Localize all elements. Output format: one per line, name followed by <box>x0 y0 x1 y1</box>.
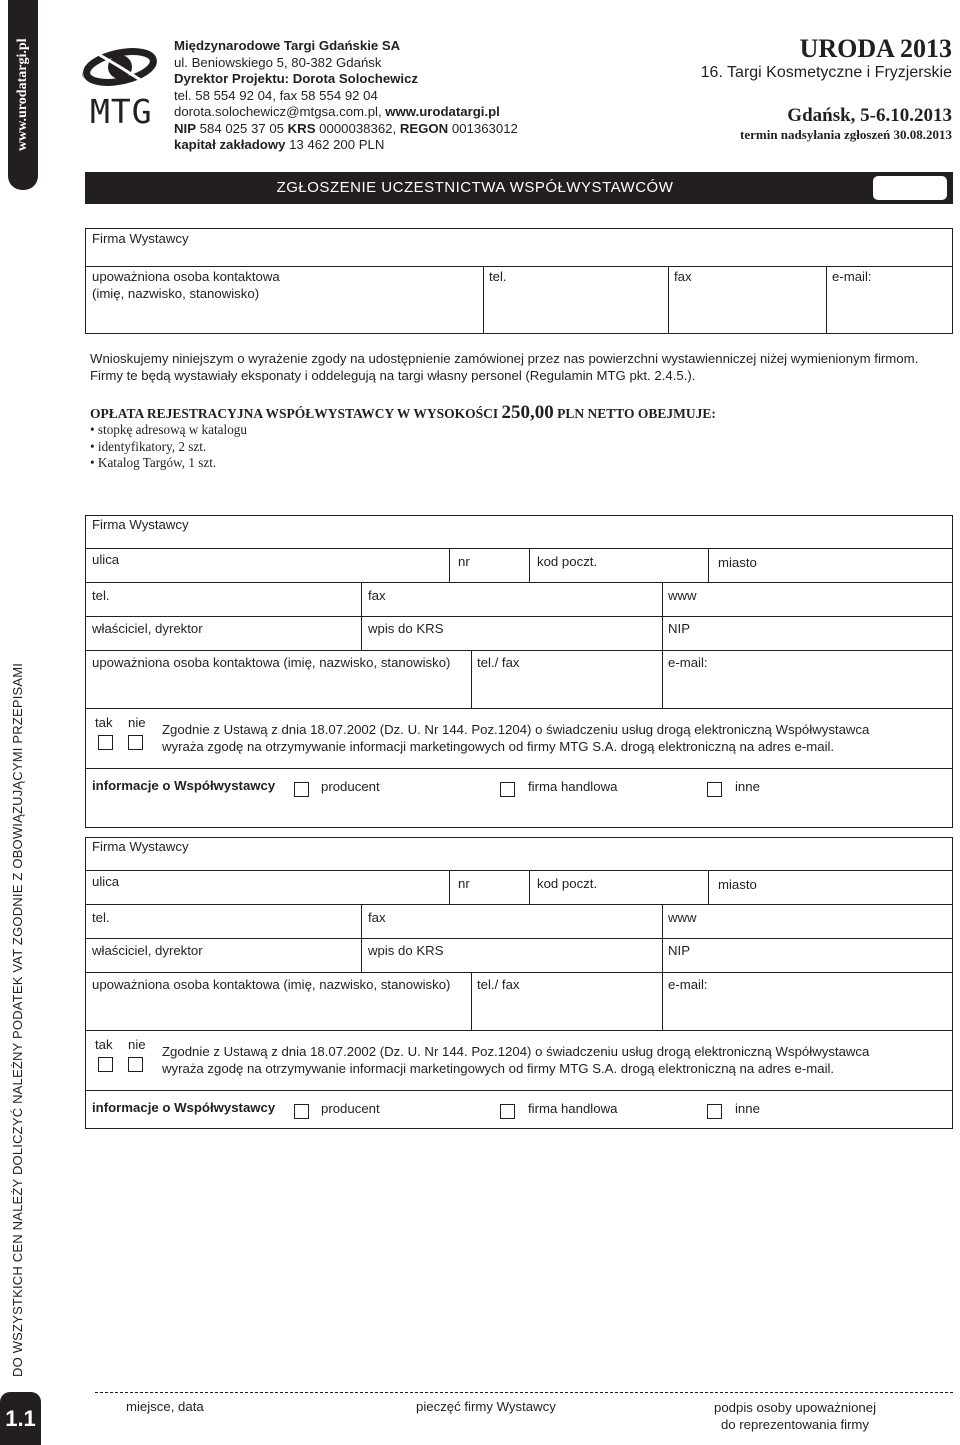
co2-producer-label: producent <box>321 1101 380 1116</box>
exhibitor-tel-field[interactable]: tel. <box>489 269 507 284</box>
co2-fax-field[interactable]: fax <box>368 910 386 925</box>
co1-no-label: nie <box>128 715 146 730</box>
co2-no-label: nie <box>128 1037 146 1052</box>
co2-consent-line-1: Zgodnie z Ustawą z dnia 18.07.2002 (Dz. U. Nr 144. Poz.1204) o świadczeniu usług drogą elektroniczną Współwystawca <box>162 1044 870 1059</box>
mtg-logo <box>80 36 160 136</box>
co1-nip-field[interactable]: NIP <box>668 621 690 636</box>
co1-postal-field[interactable]: kod poczt. <box>537 554 598 569</box>
event-subtitle: 16. Targi Kosmetyczne i Fryzjerskie <box>700 64 952 81</box>
exhibitor-contact-label: upoważniona osoba kontaktowa <box>92 269 280 284</box>
co1-email-field[interactable]: e-mail: <box>668 655 708 670</box>
co2-trade-label: firma handlowa <box>528 1101 618 1116</box>
form-number-field[interactable] <box>873 176 947 200</box>
company-phone: tel. 58 554 92 04, fax 58 554 92 04 <box>174 87 378 103</box>
co2-consent-yes-checkbox[interactable] <box>98 1057 113 1072</box>
co2-yes-label: tak <box>95 1037 113 1052</box>
co1-consent-no-checkbox[interactable] <box>128 735 143 750</box>
co2-other-checkbox[interactable] <box>707 1104 722 1119</box>
co2-tel-field[interactable]: tel. <box>92 910 110 925</box>
fee-suffix: PLN NETTO OBEJMUJE: <box>557 406 716 421</box>
krs-label: KRS <box>287 120 316 136</box>
fee-item: • identyfikatory, 2 szt. <box>90 438 207 454</box>
co2-krs-field[interactable]: wpis do KRS <box>368 943 444 958</box>
fee-prefix: OPŁATA REJESTRACYJNA WSPÓŁWYSTAWCY W WYSOKOŚCI <box>90 406 499 421</box>
co1-trade-label: firma handlowa <box>528 779 618 794</box>
co1-street-field[interactable]: ulica <box>92 552 120 567</box>
fee-item: • Katalog Targów, 1 szt. <box>90 455 217 470</box>
co2-consent-no-checkbox[interactable] <box>128 1057 143 1072</box>
regon-label: REGON <box>399 120 449 136</box>
co1-producer-label: producent <box>321 779 380 794</box>
fee-item-text: identyfikatory, 2 szt. <box>97 438 207 454</box>
co2-city-field[interactable]: miasto <box>718 877 757 892</box>
company-name: Międzynarodowe Targi Gdańskie SA <box>174 38 401 53</box>
co1-info-label: informacje o Współwystawcy <box>92 778 276 793</box>
co1-producer-checkbox[interactable] <box>294 782 309 797</box>
event-name: URODA 2013 <box>799 34 952 63</box>
sidebar-website-tab <box>8 0 38 190</box>
regon-value: 001363012 <box>448 120 518 136</box>
co2-producer-checkbox[interactable] <box>294 1104 309 1119</box>
exhibitor-contact-field[interactable] <box>92 269 280 302</box>
request-line-2: Firmy te będą wystawiały eksponaty i oddelegują na targi własny personel (Regulamin MTG pkt. 2.4.5.). <box>90 368 696 383</box>
fee-heading <box>90 402 716 424</box>
co1-trade-checkbox[interactable] <box>500 782 515 797</box>
company-email: dorota.solochewicz@mtgsa.com.pl, <box>174 104 386 119</box>
co1-contact-field[interactable]: upoważniona osoba kontaktowa (imię, nazwisko, stanowisko) <box>92 655 451 670</box>
registered-mark: ® <box>82 70 89 80</box>
co2-www-field[interactable]: www <box>668 910 697 925</box>
vat-note: DO WSZYSTKICH CEN NALEŻY DOLICZYĆ NALEŻNY PODATEK VAT ZGODNIE Z OBOWIĄZUJĄCYMI PRZEPISAMI <box>10 662 25 1378</box>
form-title-bar <box>85 172 953 204</box>
co2-firm-field[interactable]: Firma Wystawcy <box>92 839 189 854</box>
co1-other-label: inne <box>735 779 760 794</box>
mtg-logo-icon <box>80 36 160 98</box>
co1-consent-text <box>162 721 869 755</box>
signature-label-line-1: podpis osoby upoważnionej <box>713 1400 877 1415</box>
event-info <box>701 35 952 143</box>
co1-consent-line-2: wyraża zgodę na otrzymywanie informacji marketingowych od firmy MTG S.A. drogą elektroniczną na adres e-mail. <box>162 739 835 754</box>
exhibitor-email-field[interactable]: e-mail: <box>832 269 872 284</box>
co1-fax-field[interactable]: fax <box>368 588 386 603</box>
company-email-line <box>174 104 518 121</box>
fee-item-text: Katalog Targów, 1 szt. <box>97 455 217 470</box>
fee-item-text: stopkę adresową w katalogu <box>97 422 247 437</box>
request-line-1: Wnioskujemy niniejszym o wyrażenie zgody na udostępnienie zamówionej przez nas powierzchni wystawienniczej niżej wymienionym firmom. <box>90 351 919 366</box>
nip-value: 584 025 37 05 <box>195 120 288 136</box>
exhibitor-fax-field[interactable]: fax <box>674 269 692 284</box>
co2-owner-field[interactable]: właściciel, dyrektor <box>92 943 203 958</box>
co1-city-field[interactable]: miasto <box>718 555 757 570</box>
co2-nr-field[interactable]: nr <box>458 876 470 891</box>
co1-www-field[interactable]: www <box>668 588 697 603</box>
event-deadline: termin nadsyłania zgłoszeń 30.08.2013 <box>740 127 952 142</box>
co2-postal-field[interactable]: kod poczt. <box>537 876 598 891</box>
co1-consent-yes-checkbox[interactable] <box>98 735 113 750</box>
page-number: 1.1 <box>0 1392 41 1445</box>
co1-yes-label: tak <box>95 715 113 730</box>
form-title: ZGŁOSZENIE UCZESTNICTWA WSPÓŁWYSTAWCÓW <box>276 179 674 196</box>
signature-divider <box>95 1392 953 1393</box>
exhibitor-contact-sublabel: (imię, nazwisko, stanowisko) <box>92 285 260 301</box>
company-registry <box>174 121 518 138</box>
signature-label[interactable] <box>700 1399 890 1433</box>
co1-tel-field[interactable]: tel. <box>92 588 110 603</box>
project-director: Dyrektor Projektu: Dorota Solochewicz <box>174 71 419 86</box>
signature-label-line-2: do reprezentowania firmy <box>720 1417 870 1432</box>
company-address: ul. Beniowskiego 5, 80-382 Gdańsk <box>174 54 382 70</box>
place-date-label[interactable]: miejsce, data <box>126 1399 204 1414</box>
co2-trade-checkbox[interactable] <box>500 1104 515 1119</box>
event-location-date: Gdańsk, 5-6.10.2013 <box>787 105 952 126</box>
co2-telfax-field[interactable]: tel./ fax <box>477 977 520 992</box>
co1-firm-field[interactable]: Firma Wystawcy <box>92 517 189 532</box>
company-website[interactable]: www.urodatargi.pl <box>385 104 500 119</box>
exhibitor-firm-field[interactable]: Firma Wystawcy <box>92 231 189 246</box>
fee-items <box>90 422 247 472</box>
co1-consent-line-1: Zgodnie z Ustawą z dnia 18.07.2002 (Dz. U. Nr 144. Poz.1204) o świadczeniu usług drogą elektroniczną Współwystawca <box>162 722 870 737</box>
co2-contact-field[interactable]: upoważniona osoba kontaktowa (imię, nazwisko, stanowisko) <box>92 977 451 992</box>
co2-email-field[interactable]: e-mail: <box>668 977 708 992</box>
co1-other-checkbox[interactable] <box>707 782 722 797</box>
co2-consent-text <box>162 1043 869 1077</box>
fee-amount: 250,00 <box>501 402 554 423</box>
co1-krs-field[interactable]: wpis do KRS <box>368 621 444 636</box>
fee-item: • stopkę adresową w katalogu <box>90 422 247 437</box>
capital-value: 13 462 200 PLN <box>285 137 385 152</box>
company-capital <box>174 137 518 154</box>
request-text <box>90 350 918 384</box>
capital-label: kapitał zakładowy <box>174 137 286 152</box>
co1-telfax-field[interactable]: tel./ fax <box>477 655 520 670</box>
krs-value: 0000038362, <box>315 120 400 136</box>
company-info <box>174 38 518 154</box>
co2-consent-line-2: wyraża zgodę na otrzymywanie informacji marketingowych od firmy MTG S.A. drogą elektroniczną na adres e-mail. <box>162 1061 835 1076</box>
sidebar-website: www.urodatargi.pl <box>15 38 30 152</box>
co2-other-label: inne <box>735 1101 760 1116</box>
co1-nr-field[interactable]: nr <box>458 554 470 569</box>
nip-label: NIP <box>174 120 196 136</box>
stamp-label[interactable]: pieczęć firmy Wystawcy <box>416 1399 556 1414</box>
logo-text: MTG <box>90 92 153 131</box>
co1-owner-field[interactable]: właściciel, dyrektor <box>92 621 203 636</box>
co2-street-field[interactable]: ulica <box>92 874 120 889</box>
co2-nip-field[interactable]: NIP <box>668 943 690 958</box>
co2-info-label: informacje o Współwystawcy <box>92 1100 276 1115</box>
